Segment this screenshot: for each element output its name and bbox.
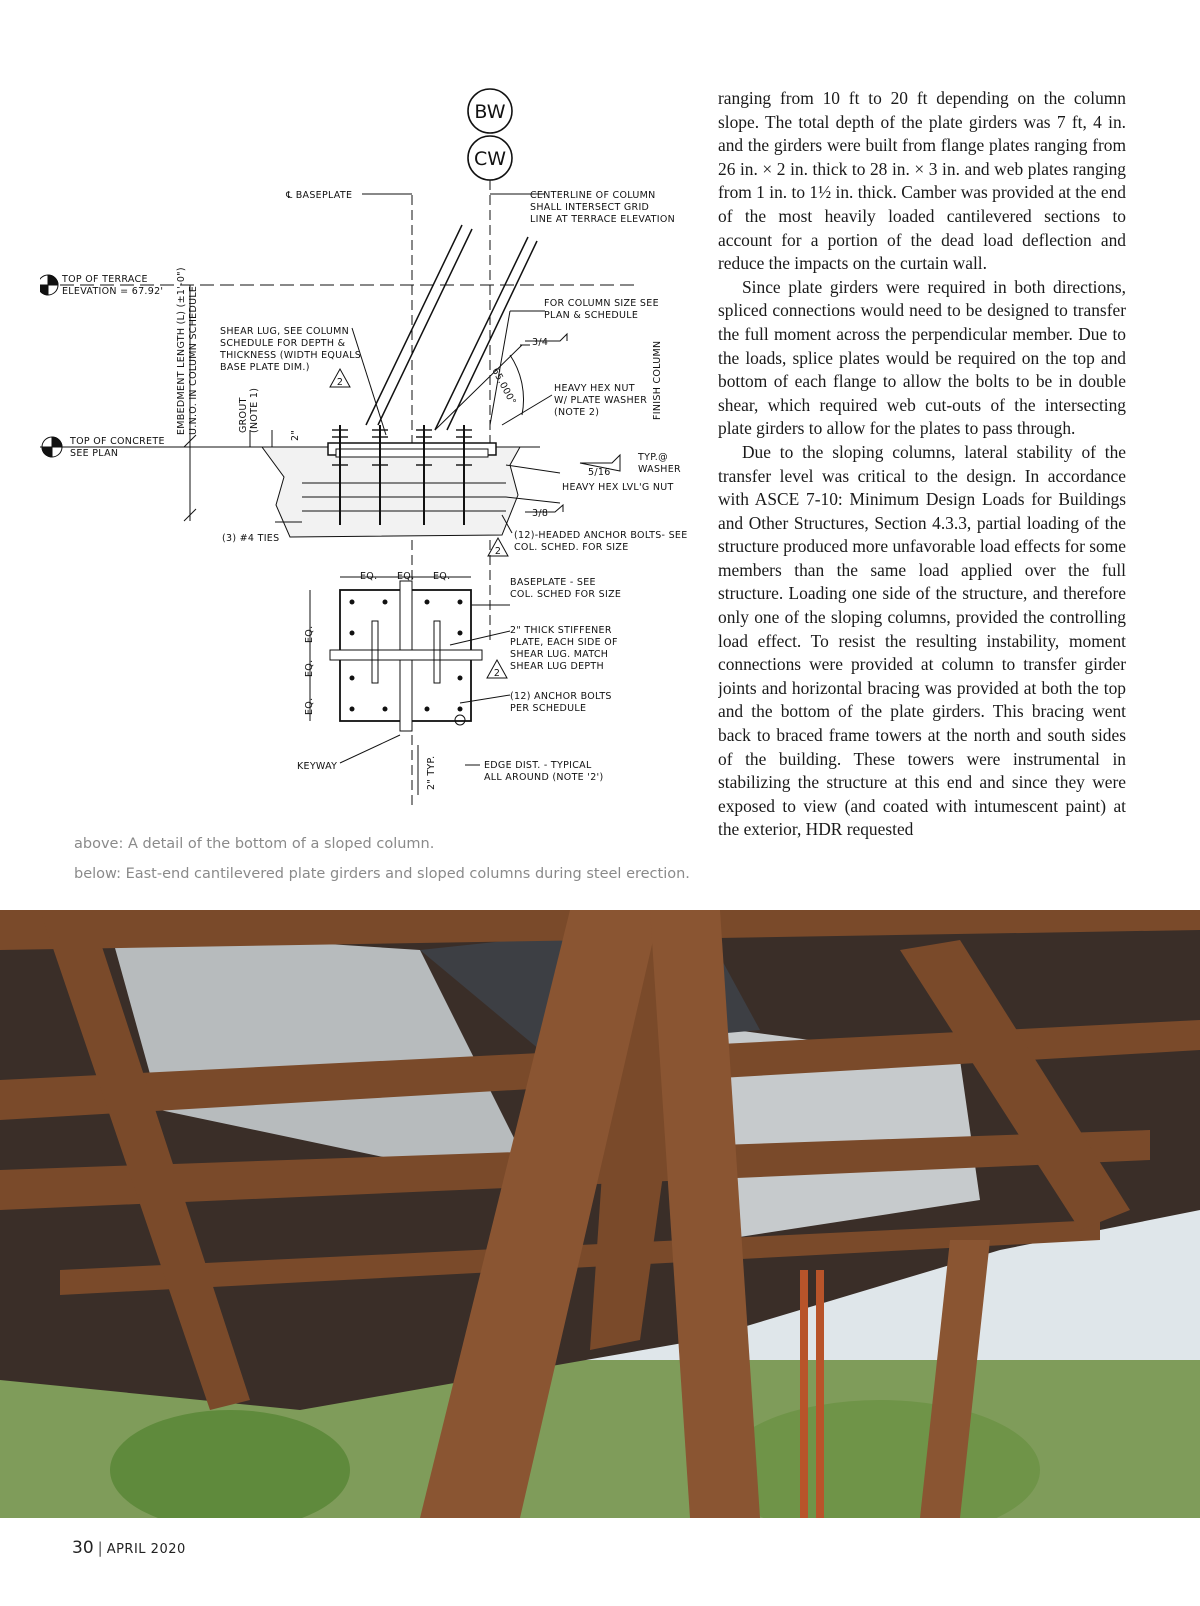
steel-erection-photo bbox=[0, 910, 1200, 1518]
label-stiff-1: 2" THICK STIFFENER bbox=[510, 625, 612, 636]
label-shear-2: SCHEDULE FOR DEPTH & bbox=[220, 338, 346, 349]
page-footer bbox=[72, 1538, 186, 1558]
label-eq-4: EQ. bbox=[304, 625, 315, 643]
footer-separator: | bbox=[97, 1539, 103, 1557]
label-typ-2: WASHER bbox=[638, 464, 681, 475]
label-dim-2in: 2" bbox=[290, 429, 301, 441]
label-stiff-3: SHEAR LUG. MATCH bbox=[510, 649, 609, 660]
label-hex-2: W/ PLATE WASHER bbox=[554, 395, 648, 406]
article-paragraph-1: ranging from 10 ft to 20 ft depending on the column slope. The total depth of the plate girders was 7 ft, 4 in. and the girders were built from flange plates ranging from 26 in. × 2 in. thick to 28 in. × 3 in. and web plates ranging from 1 in. to 1½ in. thick. Camber was provided at the end of the most heavily loaded cantilevered sections to account for a portion of the dead load deflection and reduce the impacts on the curtain wall. bbox=[718, 88, 1126, 274]
label-grout-1: GROUT bbox=[238, 397, 249, 433]
label-hex-3: (NOTE 2) bbox=[554, 407, 600, 418]
label-eq-2: EQ. bbox=[397, 571, 415, 582]
label-centerline-2: SHALL INTERSECT GRID bbox=[530, 202, 650, 213]
article-column bbox=[718, 87, 1126, 887]
grid-label-cw: CW bbox=[473, 148, 507, 170]
label-col-size-1: FOR COLUMN SIZE SEE bbox=[544, 298, 659, 309]
label-finish-column: FINISH COLUMN bbox=[652, 340, 663, 420]
issue-date: APRIL 2020 bbox=[106, 1542, 186, 1557]
label-bp-sched-2: COL. SCHED FOR SIZE bbox=[510, 589, 622, 600]
label-anchor-1: (12)-HEADED ANCHOR BOLTS- SEE bbox=[514, 530, 688, 541]
note-tag-1: 2 bbox=[336, 377, 344, 388]
label-grout-2: (NOTE 1) bbox=[249, 387, 260, 433]
label-eq-1: EQ. bbox=[360, 571, 378, 582]
label-stiff-2: PLATE, EACH SIDE OF bbox=[510, 637, 618, 648]
label-centerline-3: LINE AT TERRACE ELEVATION bbox=[530, 214, 676, 225]
label-centerline-1: CENTERLINE OF COLUMN bbox=[530, 190, 656, 201]
label-shear-4: BASE PLATE DIM.) bbox=[220, 362, 310, 373]
label-embed-1: EMBEDMENT LENGTH (L) (±1'-0") bbox=[176, 267, 187, 435]
page-number: 30 bbox=[72, 1538, 94, 1558]
detail-drawing-svg bbox=[40, 85, 700, 805]
label-anchor-2: COL. SCHED. FOR SIZE bbox=[514, 542, 629, 553]
caption-above: above: A detail of the bottom of a sloped column. bbox=[74, 836, 435, 852]
label-stiff-4: SHEAR LUG DEPTH bbox=[510, 661, 604, 672]
label-weld-3-8: 3/8 bbox=[532, 508, 549, 519]
label-baseplate-cl: ℄ BASEPLATE bbox=[286, 190, 353, 201]
steel-erection-photo-svg bbox=[0, 910, 1200, 1518]
label-ties: (3) #4 TIES bbox=[222, 533, 280, 544]
label-col-size-2: PLAN & SCHEDULE bbox=[544, 310, 639, 321]
label-shear-1: SHEAR LUG, SEE COLUMN bbox=[220, 326, 350, 337]
label-edge-1: EDGE DIST. - TYPICAL bbox=[484, 760, 592, 771]
article-paragraph-2: Since plate girders were required in both directions, spliced connections would need to be designed to transfer the full moment across the perpendicular member. Due to the loads, splice plates would be required on the top and bottom of each flange to allow the bolts to be in double shear, which required web cut-outs of the intersecting plate girders to allow for the plates to pass through. bbox=[718, 276, 1126, 439]
label-2in-typ: 2" TYP. bbox=[426, 755, 437, 790]
label-eq-3: EQ. bbox=[433, 571, 451, 582]
grid-label-bw: BW bbox=[474, 101, 506, 123]
label-terrace-1: TOP OF TERRACE bbox=[62, 274, 148, 285]
label-embed-2: U.N.O. IN COLUMN SCHEDULE bbox=[188, 285, 199, 435]
label-eq-6: EQ. bbox=[304, 697, 315, 715]
label-bp-sched-1: BASEPLATE - SEE bbox=[510, 577, 596, 588]
label-eq-5: EQ. bbox=[304, 659, 315, 677]
label-weld-5-16: 5/16 bbox=[588, 467, 611, 478]
note-tag-3: 2 bbox=[493, 668, 501, 679]
article-paragraph-3: Due to the sloping columns, lateral stability of the transfer level was critical to the design. In accordance with ASCE 7-10: Minimum Design Loads for Buildings and Other Structures, Section 4.3.3, partial loading of the structure produced more unfavorable load effects for some members than the same load applied over the full structure. Loading one side of the structure, and therefore only one of the sloping columns, provided the controlling load effect. To resist the resulting instability, moment connections were provided at column to transfer girder joints and horizontal bracing was provided at both the top and the bottom of the plate girders. This bracing went back to braced frame towers at the north and south sides of the building. These towers were instrumental in stabilizing the structure at this end and since they were exposed to view (and coated with intumescent paint) at the exterior, HDR requested bbox=[718, 441, 1126, 840]
label-weld-3-4: 3/4 bbox=[532, 337, 549, 348]
label-terrace-2: ELEVATION = 67.92' bbox=[62, 286, 164, 297]
label-concrete-2: SEE PLAN bbox=[70, 448, 119, 459]
caption-below: below: East-end cantilevered plate girders and sloped columns during steel erection. bbox=[74, 866, 690, 882]
label-bolts-1: (12) ANCHOR BOLTS bbox=[510, 691, 612, 702]
label-bolts-2: PER SCHEDULE bbox=[510, 703, 587, 714]
label-edge-2: ALL AROUND (NOTE '2') bbox=[484, 772, 604, 783]
label-keyway: KEYWAY bbox=[297, 761, 338, 772]
label-concrete-1: TOP OF CONCRETE bbox=[70, 436, 165, 447]
label-shear-3: THICKNESS (WIDTH EQUALS bbox=[220, 350, 362, 361]
label-angle: 65.000° bbox=[489, 366, 518, 407]
label-leveling-nut: HEAVY HEX LVL'G NUT bbox=[562, 482, 674, 493]
label-typ-1: TYP.@ bbox=[638, 452, 668, 463]
label-hex-1: HEAVY HEX NUT bbox=[554, 383, 635, 394]
note-tag-2: 2 bbox=[494, 546, 502, 557]
column-base-detail-drawing bbox=[40, 85, 700, 805]
